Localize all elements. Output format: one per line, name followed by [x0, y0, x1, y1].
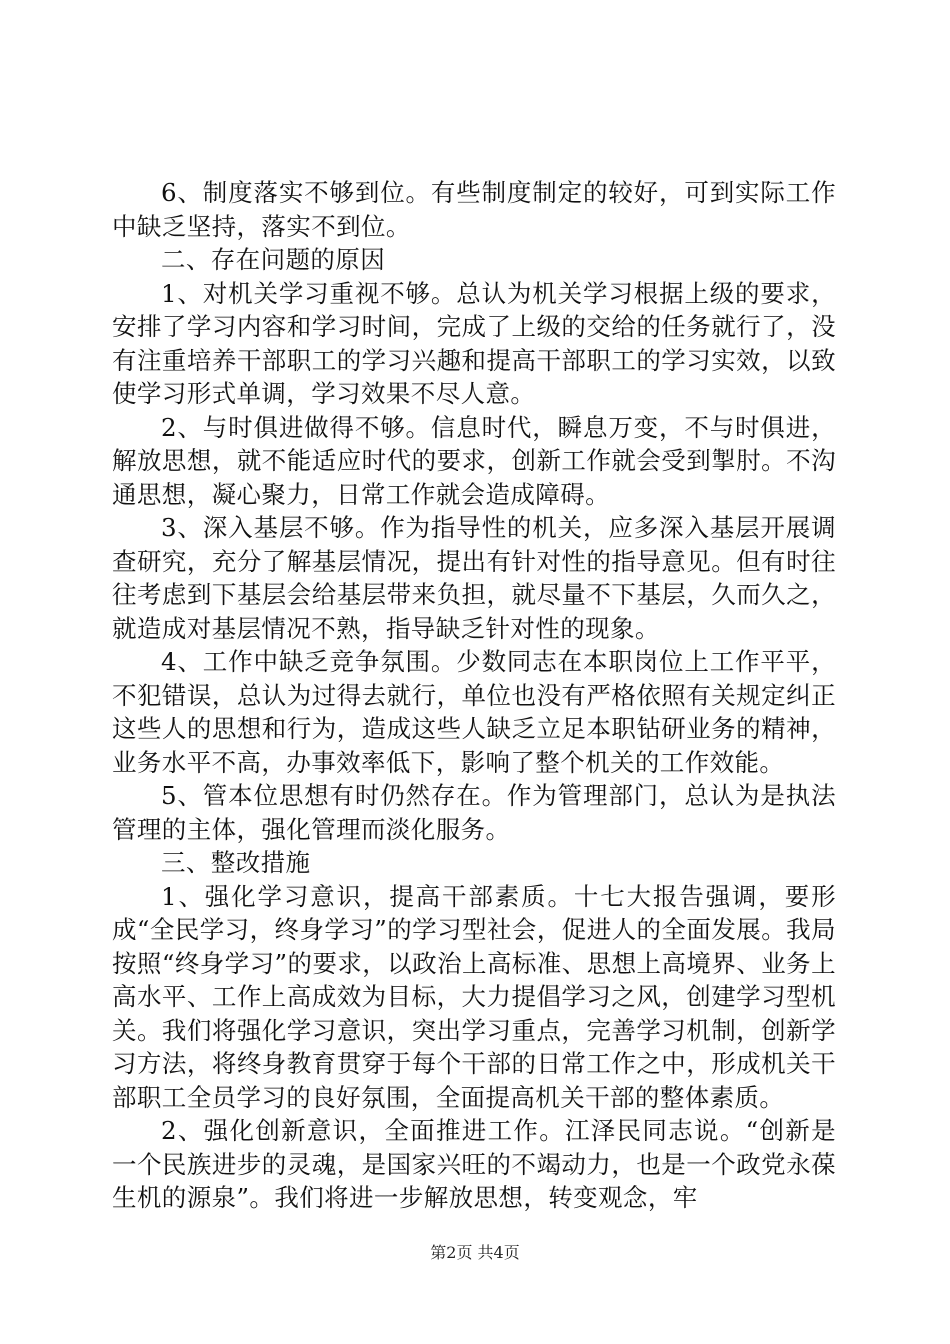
section-heading: 三、整改措施 [161, 848, 311, 877]
paragraph: 1、强化学习意识，提高干部素质。十七大报告强调，要形成“全民学习，终身学习”的学习型社会，促进人的全面发展。我局按照“终身学习”的要求，以政治上高标准、思想上高境界、业务上高水平、工作上高成效为目标，大力提倡学习之风，创建学习型机关。我们将强化学习意识，突出学习重点，完善学习机制，创新学习方法，将终身教育贯穿于每个干部的日常工作之中，形成机关干部职工全员学习的良好氛围，全面提高机关干部的整体素质。 [112, 881, 836, 1112]
page-number-footer: 第2页 共4页 [430, 1243, 520, 1262]
paragraph: 2、与时俱进做得不够。信息时代，瞬息万变，不与时俱进，解放思想，就不能适应时代的要求，创新工作就会受到掣肘。不沟通思想，凝心聚力，日常工作就会造成障碍。 [112, 412, 836, 509]
paragraph: 2、强化创新意识，全面推进工作。江泽民同志说。“创新是一个民族进步的灵魂，是国家兴旺的不竭动力，也是一个政党永葆生机的源泉”。我们将进一步解放思想，转变观念，牢 [112, 1116, 836, 1212]
paragraph: 1、对机关学习重视不够。总认为机关学习根据上级的要求，安排了学习内容和学习时间，完成了上级的交给的任务就行了，没有注重培养干部职工的学习兴趣和提高干部职工的学习实效，以致使学习形式单调，学习效果不尽人意。 [112, 278, 836, 408]
document-body [112, 176, 836, 1215]
section-heading: 二、存在问题的原因 [161, 245, 386, 274]
paragraph: 5、管本位思想有时仍然存在。作为管理部门，总认为是执法管理的主体，强化管理而淡化服务。 [112, 781, 836, 844]
paragraph: 3、深入基层不够。作为指导性的机关，应多深入基层开展调查研究，充分了解基层情况，提出有针对性的指导意见。但有时往往考虑到下基层会给基层带来负担，就尽量不下基层，久而久之，就造成对基层情况不熟，指导缺乏针对性的现象。 [112, 513, 836, 643]
paragraph: 6、制度落实不够到位。有些制度制定的较好，可到实际工作中缺乏坚持，落实不到位。 [112, 178, 836, 241]
paragraph: 4、工作中缺乏竞争氛围。少数同志在本职岗位上工作平平，不犯错误，总认为过得去就行，单位也没有严格依照有关规定纠正这些人的思想和行为，造成这些人缺乏立足本职钻研业务的精神，业务水平不高，办事效率低下，影响了整个机关的工作效能。 [112, 647, 836, 777]
